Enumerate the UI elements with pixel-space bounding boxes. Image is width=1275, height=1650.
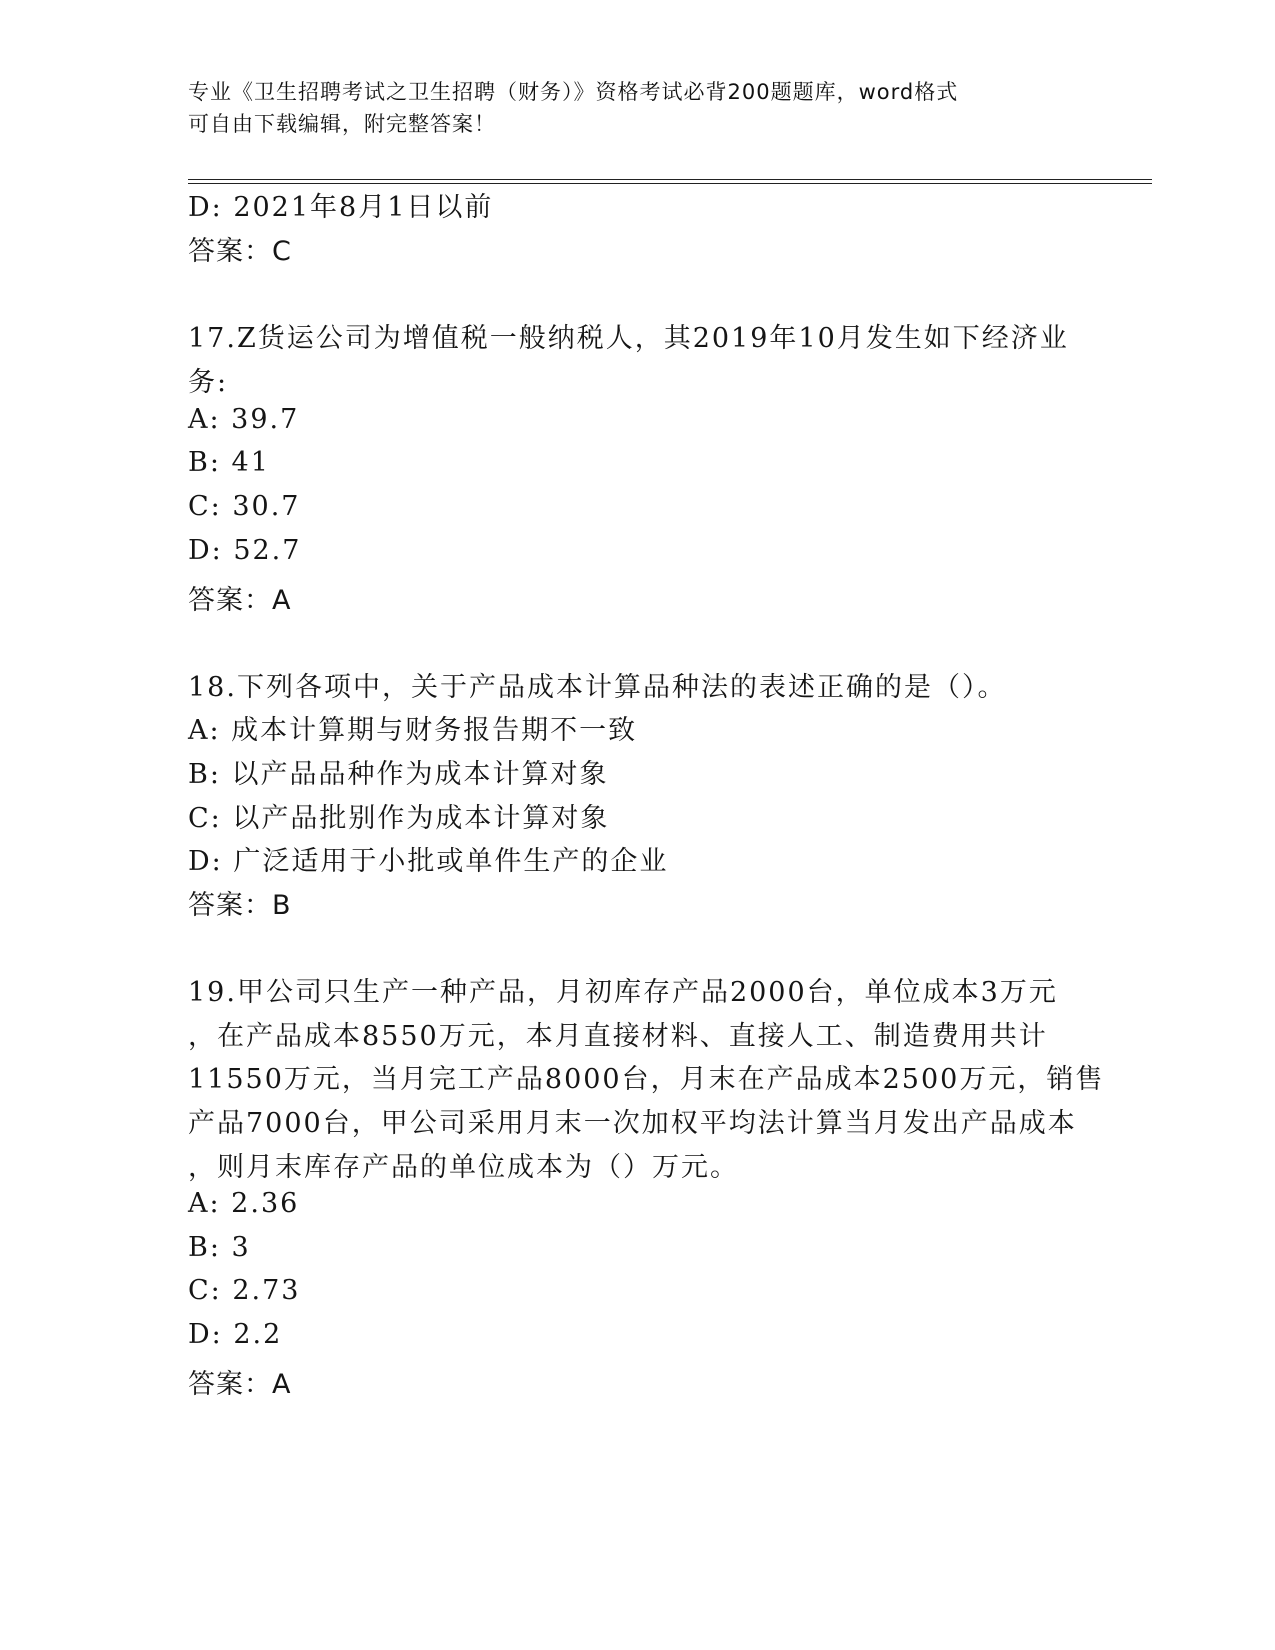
q17-option-b: B: 41 (188, 447, 270, 478)
q19-option-a: A: 2.36 (188, 1188, 300, 1219)
q17-option-d: D: 52.7 (188, 535, 302, 566)
q17-option-a: A: 39.7 (188, 404, 300, 435)
q16-answer: 答案：C (188, 236, 292, 267)
q19-stem-line-4: 产品7000台，甲公司采用月末一次加权平均法计算当月发出产品成本 (188, 1108, 1077, 1139)
q16-option-d: D: 2021年8月1日以前 (188, 192, 494, 223)
q18-stem-line-1: 18.下列各项中，关于产品成本计算品种法的表述正确的是（）。 (188, 672, 1007, 703)
q19-answer: 答案：A (188, 1369, 292, 1400)
q18-option-c: C: 以产品批别作为成本计算对象 (188, 803, 610, 834)
header-line-2: 可自由下载编辑，附完整答案！ (188, 112, 496, 136)
q18-option-a: A: 成本计算期与财务报告期不一致 (188, 715, 638, 746)
q19-option-c: C: 2.73 (188, 1275, 301, 1306)
q19-stem-line-5: ，则月末库存产品的单位成本为（）万元。 (188, 1152, 739, 1183)
page-header (188, 76, 1078, 140)
q19-stem-line-1: 19.甲公司只生产一种产品，月初库存产品2000台，单位成本3万元 (188, 977, 1058, 1008)
header-divider-bottom (188, 183, 1152, 184)
q17-stem-line-2: 务: (188, 367, 229, 398)
q17-stem-line-1: 17.Z货运公司为增值税一般纳税人，其2019年10月发生如下经济业 (188, 323, 1069, 354)
q18-answer: 答案：B (188, 890, 292, 921)
q17-option-c: C: 30.7 (188, 491, 301, 522)
q17-answer: 答案：A (188, 585, 292, 616)
header-divider-top (188, 179, 1152, 180)
q18-option-b: B: 以产品品种作为成本计算对象 (188, 759, 609, 790)
q18-option-d: D: 广泛适用于小批或单件生产的企业 (188, 846, 669, 877)
q19-option-d: D: 2.2 (188, 1319, 283, 1350)
q19-stem-line-2: ，在产品成本8550万元，本月直接材料、直接人工、制造费用共计 (188, 1021, 1048, 1052)
header-line-1: 专业《卫生招聘考试之卫生招聘（财务）》资格考试必背200题题库，word格式 (188, 80, 959, 104)
q19-stem-line-3: 11550万元，当月完工产品8000台，月末在产品成本2500万元，销售 (188, 1064, 1105, 1095)
q19-option-b: B: 3 (188, 1232, 251, 1263)
